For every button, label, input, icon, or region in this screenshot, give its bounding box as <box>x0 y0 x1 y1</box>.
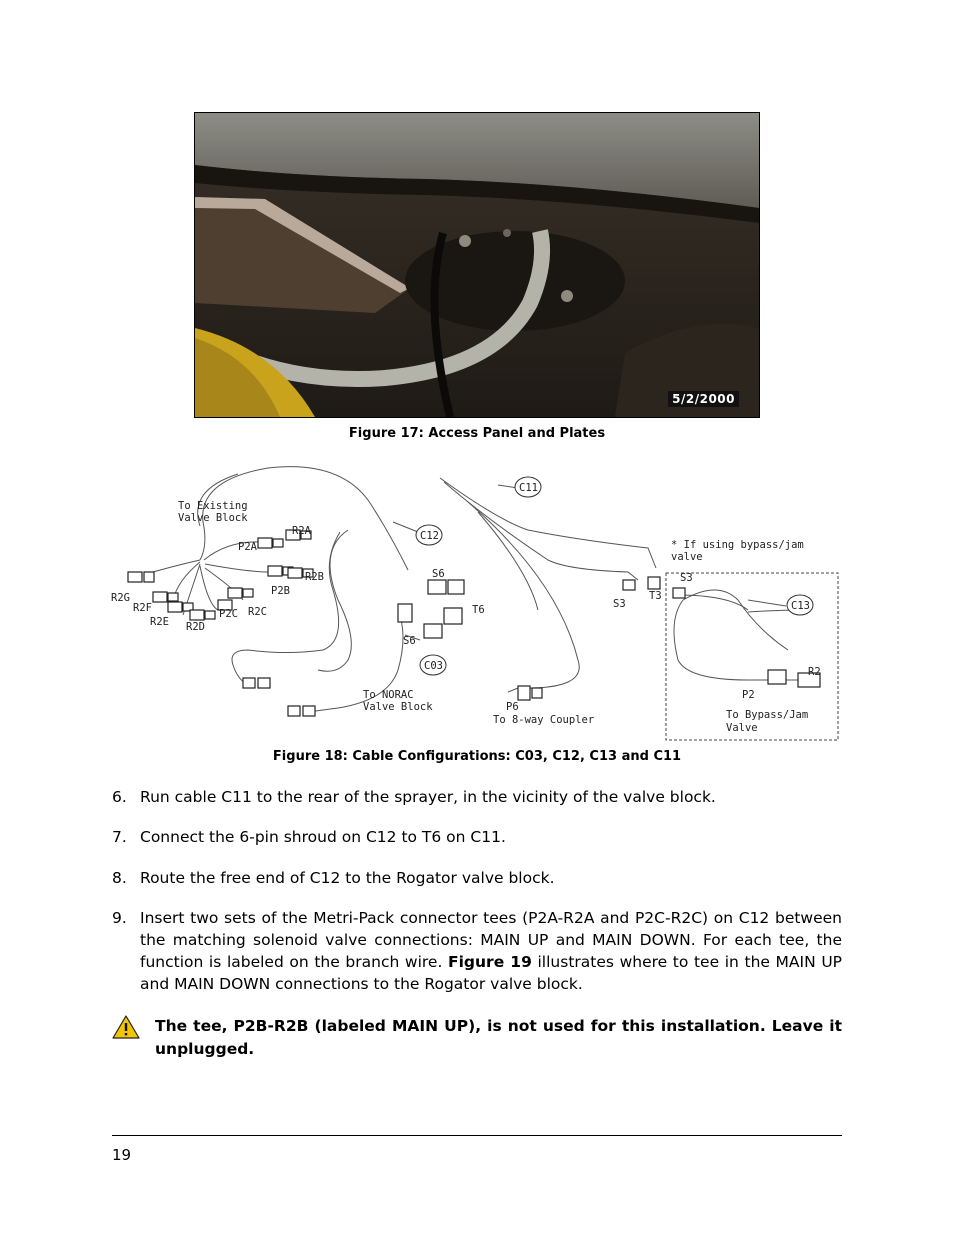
footer-rule <box>112 1135 842 1136</box>
label-p2: P2 <box>742 689 755 701</box>
cable-configuration-diagram <box>108 460 844 745</box>
photo-illustration <box>195 113 759 417</box>
access-panel-photo <box>194 112 760 418</box>
label-p2c: P2C <box>219 608 238 620</box>
label-r2b: R2B <box>305 571 324 583</box>
step-text: Connect the 6-pin shroud on C12 to T6 on C11. <box>140 828 506 846</box>
warning-text: The tee, P2B-R2B (labeled MAIN UP), is not used for this installation. Leave it unplugged. <box>155 1017 842 1058</box>
label-p2a: P2A <box>238 541 257 553</box>
label-to-coupler: To 8-way Coupler <box>493 714 595 726</box>
step-6 <box>112 786 842 808</box>
label-valve-block: Valve Block <box>178 512 248 524</box>
figure-18-caption: Figure 18: Cable Configurations: C03, C12, C13 and C11 <box>272 749 682 764</box>
label-r2g: R2G <box>111 592 130 604</box>
step-number: 9. <box>112 909 127 927</box>
label-c11: C11 <box>519 482 538 494</box>
label-to-norac: To NORAC <box>363 689 414 701</box>
label-p6: P6 <box>506 701 519 713</box>
label-to-bypass: To Bypass/Jam <box>726 709 809 721</box>
label-r2a: R2A <box>292 525 311 537</box>
warning-note <box>112 1015 842 1061</box>
step-text <box>140 907 842 995</box>
label-t6: T6 <box>472 604 485 616</box>
label-r2: R2 <box>808 666 821 678</box>
label-to-existing: To Existing <box>178 500 248 512</box>
label-c13: C13 <box>791 600 810 612</box>
step-text: Route the free end of C12 to the Rogator valve block. <box>140 869 555 887</box>
figure-19-reference: Figure 19 <box>448 953 532 971</box>
label-r2e: R2E <box>150 616 169 628</box>
label-r2c: R2C <box>248 606 267 618</box>
label-c12: C12 <box>420 530 439 542</box>
label-r2d: R2D <box>186 621 205 633</box>
label-norac-valve-block: Valve Block <box>363 701 433 713</box>
step-9 <box>112 907 842 995</box>
label-p2b: P2B <box>271 585 290 597</box>
label-c03: C03 <box>424 660 443 672</box>
label-bypass-note: * If using bypass/jam <box>671 539 804 551</box>
label-bypass-note-valve: valve <box>671 551 703 563</box>
step-text-part: illustrates where to tee in the MAIN UP and MAIN DOWN connections to the Rogator valve block. <box>140 953 843 993</box>
step-text: Run cable C11 to the rear of the sprayer, in the vicinity of the valve block. <box>140 788 716 806</box>
label-s6-bottom: S6 <box>403 635 416 647</box>
label-bypass-valve: Valve <box>726 722 758 734</box>
step-number: 7. <box>112 828 127 846</box>
figure-17-caption: Figure 17: Access Panel and Plates <box>348 426 606 441</box>
step-7 <box>112 826 842 848</box>
label-s6-top: S6 <box>432 568 445 580</box>
page-number: 19 <box>112 1146 132 1164</box>
label-s3-right: S3 <box>680 572 693 584</box>
step-number: 8. <box>112 869 127 887</box>
photo-date-stamp: 5/2/2000 <box>668 391 739 407</box>
step-text-part: Insert two sets of the Metri-Pack connector tees (P2A-R2A and P2C-R2C) on C12 between the matching solenoid valve connections: MAIN UP and MAIN DOWN. For each tee, the function is labeled on the branch wire. <box>140 909 842 971</box>
label-t3: T3 <box>649 590 662 602</box>
step-8 <box>112 867 842 889</box>
label-r2f: R2F <box>133 602 152 614</box>
step-number: 6. <box>112 788 127 806</box>
label-s3-left: S3 <box>613 598 626 610</box>
warning-icon <box>112 1015 140 1039</box>
